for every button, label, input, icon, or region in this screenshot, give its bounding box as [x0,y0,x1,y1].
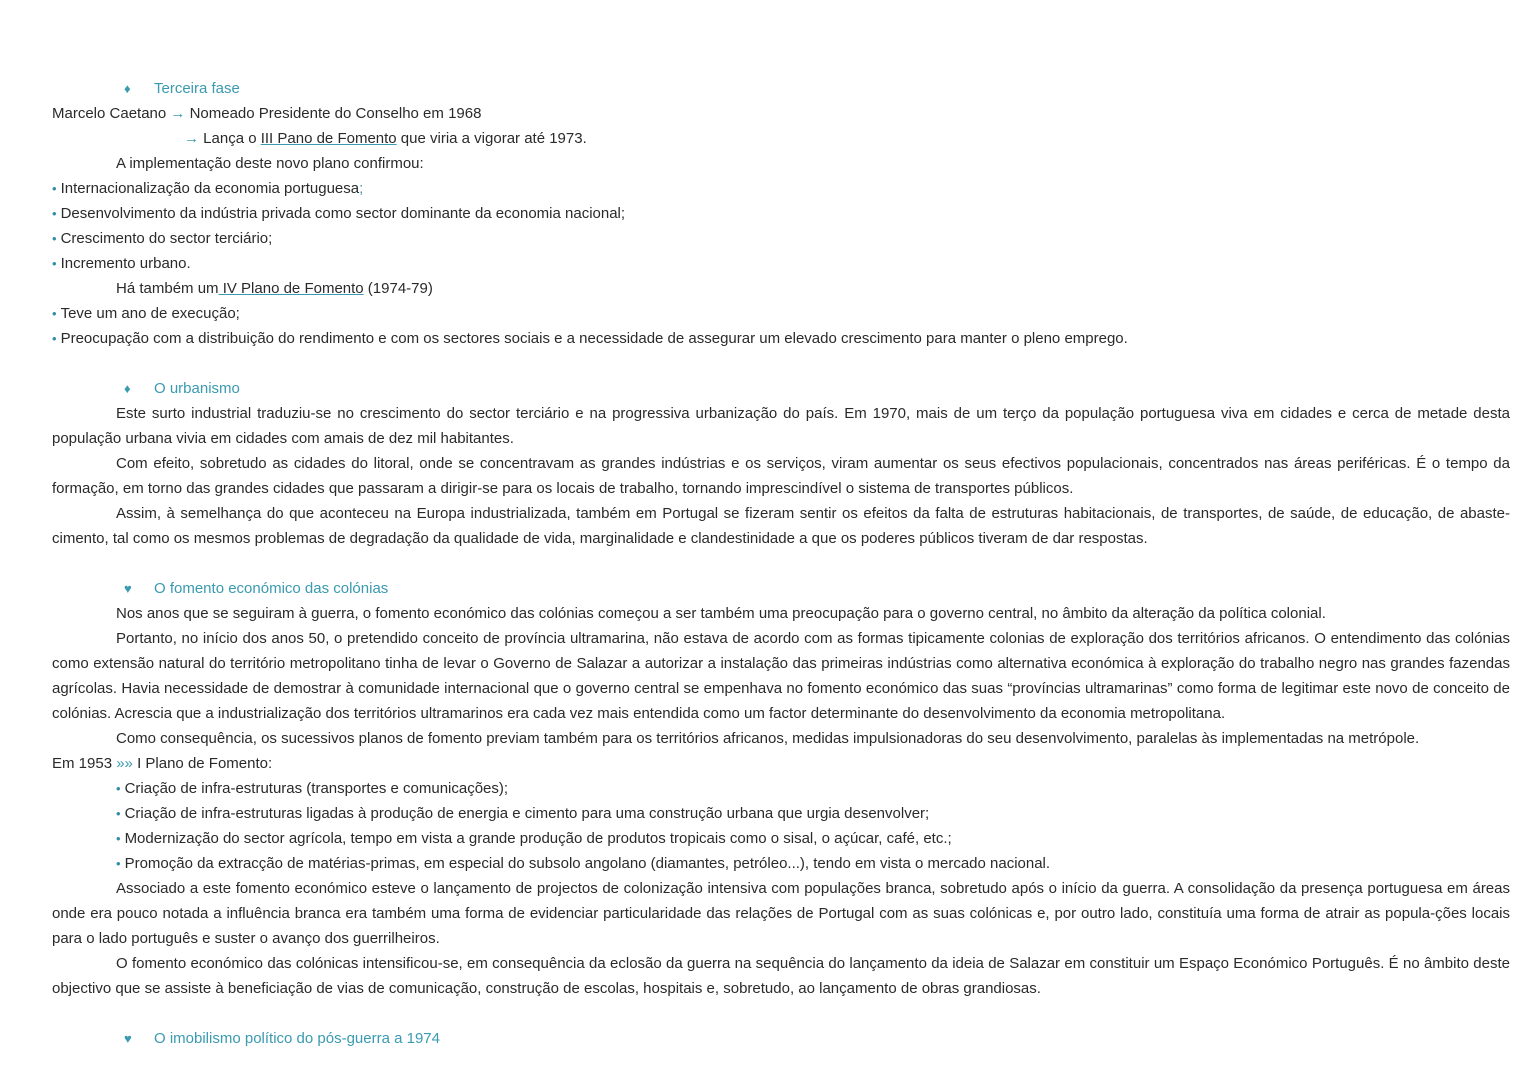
heading-text: O urbanismo [154,380,240,397]
bullet-icon: • [116,781,121,796]
list-item-text: Modernização do sector agrícola, tempo em vista a grande produção de produtos tropicais como o sisal, o açúcar, café, etc.; [124,830,952,847]
text-span: (1974-79) [363,280,433,297]
list-item-text: Desenvolvimento da indústria privada como sector dominante da economia nacional; [60,205,626,222]
list-item [52,251,1510,276]
list-item-text: Internacionalização da economia portuguesa [60,180,360,197]
double-chevron-icon: »» [116,755,133,772]
heading-text: O fomento económico das colónias [154,580,389,597]
paragraph-text: Este surto industrial traduziu-se no crescimento do sector terciário e na progressiva urbanização do país. Em 1970, mais de um terço da população portuguesa viva em cidades e cerca de metade desta população urbana vivia em cidades com amais de dez mil habitantes. [52,405,1510,447]
list-item-text: Preocupação com a distribuição do rendimento e com os sectores sociais e a necessidade de assegurar um elevado crescimento para manter o pleno emprego. [60,330,1128,347]
list-item-text: Crescimento do sector terciário; [60,230,273,247]
paragraph [52,726,1510,751]
spacer [52,1001,1510,1026]
paragraph [52,501,1510,551]
list-item [52,776,1510,801]
paragraph-text: Portanto, no início dos anos 50, o pretendido conceito de província ultramarina, não estava de acordo com as formas tipicamente colonias de exploração dos territórios africanos. O entendimento das colónias como extensão natural do território metropolitano tinha de levar o Governo de Salazar a autorizar a instalação das primeiras indústrias como alternativa económica à exploração do trabalho negro nas grandes fazendas agrícolas. Havia necessidade de demostrar à comunidade internacional que o governo central se empenhava no fomento económico das suas “províncias ultramarinas” como forma de legitimar este novo de conceito de colónias. Acrescia que a industrialização dos territórios ultramarinos era cada vez mais entendida como um factor determinante do desenvolvimento da economia metropolitana. [52,630,1510,722]
text-line: A implementação deste novo plano confirmou: [116,155,424,172]
section-heading-fomento [52,576,1510,601]
diamond-icon: ♦ [124,381,131,396]
list-item [52,201,1510,226]
spacer [52,551,1510,576]
bullet-icon: • [116,806,121,821]
paragraph-text: Assim, à semelhança do que aconteceu na Europa industrializada, também em Portugal se fizeram sentir os efeitos da falta de estruturas habitacionais, de transportes, de saúde, de educação, de abaste-cimento, tal como os mesmos problemas de degradação da qualidade de vida, marginalidade e clandestinidade a que os poderes públicos tiveram de dar respostas. [52,505,1510,547]
paragraph-text: Como consequência, os sucessivos planos de fomento previam também para os territórios africanos, medidas impulsionadoras do seu desenvolvimento, paralelas às implementadas na metrópole. [116,730,1420,747]
bullet-icon: • [52,206,57,221]
bullet-icon: • [116,856,121,871]
text-line [52,276,1510,301]
text-line [52,126,1510,151]
list-item [52,826,1510,851]
list-item [52,301,1510,326]
paragraph-text: Nos anos que se seguiram à guerra, o fomento económico das colónias começou a ser também uma preocupação para o governo central, no âmbito da alteração da política colonial. [116,605,1326,622]
list-item-text: Promoção da extracção de matérias-primas, em especial do subsolo angolano (diamantes, petróleo...), tendo em vista o mercado nacional. [124,855,1051,872]
paragraph [52,951,1510,1001]
list-item-text: Criação de infra-estruturas (transportes e comunicações); [124,780,509,797]
bullet-icon: • [52,181,57,196]
heading-text: Terceira fase [154,80,240,97]
bullet-icon: • [52,231,57,246]
list-item [52,176,1510,201]
bullet-icon: • [52,306,57,321]
paragraph [52,601,1510,626]
section-heading-terceira-fase [52,76,1510,101]
paragraph-text: Com efeito, sobretudo as cidades do litoral, onde se concentravam as grandes indústrias e os serviços, viram aumentar os seus efectivos populacionais, concentrados nas áreas periféricas. É o tempo da formação, em torno das grandes cidades que passaram a dirigir-se para os locais de trabalho, tornando imprescindível o sistema de transportes públicos. [52,455,1510,497]
list-item-text: Teve um ano de execução; [60,305,240,322]
list-item [52,801,1510,826]
bullet-icon: • [52,331,57,346]
bullet-icon: • [116,831,121,846]
list-item [52,226,1510,251]
text-span: Nomeado Presidente do Conselho em 1968 [189,105,482,122]
document-page [52,76,1510,1051]
person-name: Marcelo Caetano [52,105,167,122]
diamond-icon: ♦ [124,81,131,96]
list-item-text: Incremento urbano. [60,255,191,272]
list-item-text: Criação de infra-estruturas ligadas à produção de energia e cimento para uma construção urbana que urgia desenvolver; [124,805,930,822]
bullet-icon: • [52,256,57,271]
text-line [52,101,1510,126]
arrow-icon: → [184,130,199,147]
punctuation: ; [359,180,364,197]
paragraph [52,451,1510,501]
paragraph-text: O fomento económico das colónicas intensificou-se, em consequência da eclosão da guerra na sequência do lançamento da ideia de Salazar em constituir um Espaço Económico Português. É no âmbito deste objectivo que se assiste à beneficiação de vias de comunicação, construção de escolas, hospitais e, sobretudo, ao lançamento de obras grandiosas. [52,955,1510,997]
text-span: I Plano de Fomento: [132,755,273,772]
paragraph-text: Associado a este fomento económico esteve o lançamento de projectos de colonização intensiva com populações branca, sobretudo após o início da guerra. A consolidação da presença portuguesa em áreas onde era pouco notada a influência branca era também uma forma de evidenciar particularidade das relações de Portugal com as suas colónicas e, por outro lado, constituía uma forma de atrair as popula-ções locais para o lado português e suster o avanço dos guerrilheiros. [52,880,1510,947]
heart-icon: ♥ [124,1031,132,1046]
list-item [52,851,1510,876]
text-span: que viria a vigorar até 1973. [396,130,587,147]
underlined-term: III Pano de Fomento [260,130,397,147]
paragraph [52,401,1510,451]
heading-text: O imobilismo político do pós-guerra a 1974 [154,1030,440,1047]
underlined-term: IV Plano de Fomento [218,280,364,297]
text-span: Em 1953 [52,755,117,772]
text-span: Há também um [116,280,219,297]
arrow-icon: → [170,105,186,122]
list-item [52,326,1510,351]
section-heading-imobilismo [52,1026,1510,1051]
paragraph [52,626,1510,726]
spacer [52,351,1510,376]
section-heading-urbanismo [52,376,1510,401]
heart-icon: ♥ [124,581,132,596]
text-line [52,751,1510,776]
text-span: Lança o [203,130,261,147]
paragraph [52,876,1510,951]
